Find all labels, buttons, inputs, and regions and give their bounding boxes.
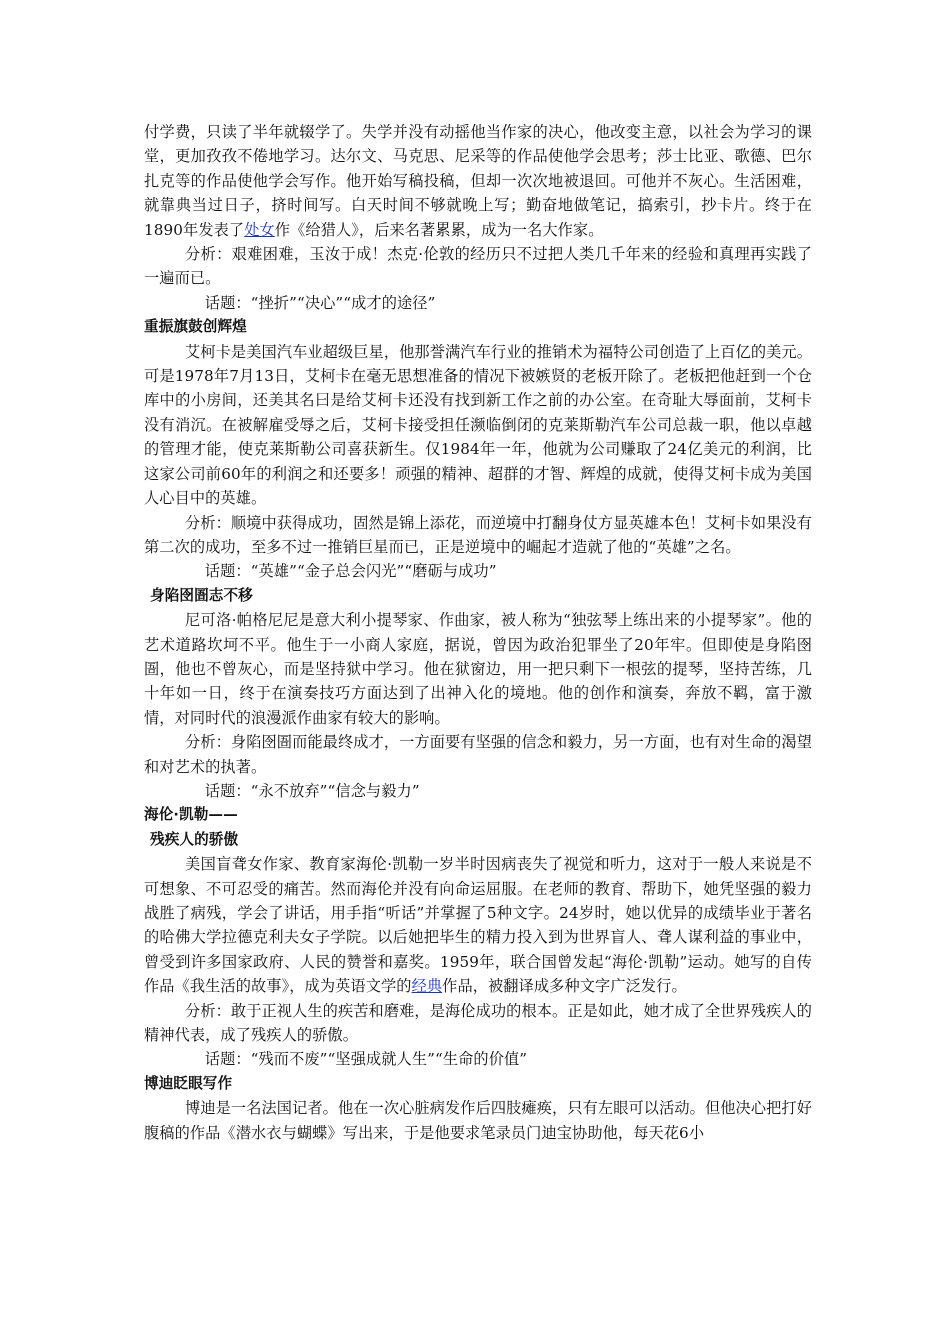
topic-2: 话题：“英雄”“金子总会闪光”“磨砺与成功” [204, 562, 497, 581]
topic-4: 话题：“残而不废”“坚强成就人生”“生命的价值” [204, 1050, 528, 1069]
heading-paganini: 身陷囹圄志不移 [150, 586, 253, 604]
document-body [144, 120, 812, 1145]
paragraph-text: 美国盲聋女作家、教育家海伦·凯勒一岁半时因病丧失了视觉和听力，这对于一般人来说是不可想象、不可忍受的痛苦。然而海伦并没有向命运屈服。在老师的教育、帮助下，她凭坚强的毅力战胜了病残，学会了讲话，用手指“听话”并掌握了5种文字。24岁时，她以优异的成绩毕业于著名的哈佛大学拉德克利夫女子学院。以后她把毕生的精力投入到为世界盲人、聋人谋利益的事业中，曾受到许多国家政府、人民的赞誉和嘉奖。1959年，联合国曾发起“海伦·凯勒”运动。她写的自传作品《我生活的故事》，成为英语文学的 [144, 855, 812, 996]
analysis-4: 分析：敢于正视人生的疾苦和磨难，是海伦成功的根本。正是如此，她才成了全世界残疾人的精神代表，成了残疾人的骄傲。 [144, 1001, 812, 1045]
paragraph-text: 作品，被翻译成多种文字广泛发行。 [442, 977, 687, 996]
paragraph-bauby: 博迪是一名法国记者。他在一次心脏病发作后四肢瘫痪，只有左眼可以活动。但他决心把打好腹稿的作品《潜水衣与蝴蝶》写出来，于是他要求笔录员门迪宝协助他，每天花6小 [144, 1099, 812, 1142]
topic-3: 话题：“永不放弃”“信念与毅力” [204, 781, 420, 800]
analysis-3: 分析：身陷囹圄而能最终成才，一方面要有坚强的信念和毅力，另一方面，也有对生命的渴望和对艺术的执著。 [144, 733, 812, 776]
paragraph-text: 作《给猎人》，后来名著累累，成为一名大作家。 [274, 220, 604, 239]
analysis-1: 分析：艰难困难，玉汝于成！杰克·伦敦的经历只不过把人类几千年来的经验和真理再实践了一遍而已。 [144, 245, 812, 288]
link-jingdian[interactable]: 经典 [411, 977, 443, 996]
paragraph-text: 付学费，只读了半年就辍学了。失学并没有动摇他当作家的决心，他改变主意，以社会为学习的课堂，更加孜孜不倦地学习。达尔文、马克思、尼采等的作品使他学会思考；莎士比亚、歌德、巴尔扎克等的作品使他学会写作。他开始写稿投稿，但却一次次地被退回。可他并不灰心。生活困难，就靠典当过日子，挤时间写。白天时间不够就晚上写；勤奋地做笔记，搞索引，抄卡片。终于在1890年发表了 [144, 123, 812, 239]
paragraph-helen-keller [144, 852, 812, 998]
paragraph-jack-london-continued [144, 120, 812, 242]
paragraph-iacocca: 艾柯卡是美国汽车业超级巨星，他那誉满汽车行业的推销术为福特公司创造了上百亿的美元。可是1978年7月13日，艾柯卡在毫无思想准备的情况下被嫉贤的老板开除了。老板把他赶到一个仓库中的小房间，还美其名曰是给艾柯卡还没有找到新工作之前的办公室。在奇耻大辱面前，艾柯卡没有消沉。在被解雇受辱之后，艾柯卡接受担任濒临倒闭的克莱斯勒汽车公司总裁一职，他以卓越的管理才能，使克莱斯勒公司喜获新生。仅1984年一年，他就为公司赚取了24亿美元的利润，比这家公司前60年的利润之和还要多！顽强的精神、超群的才智、辉煌的成就，使得艾柯卡成为美国人心目中的英雄。 [144, 342, 812, 508]
analysis-2: 分析：顺境中获得成功，固然是锦上添花，而逆境中打翻身仗方显英雄本色！艾柯卡如果没有第二次的成功，至多不过一推销巨星而已，正是逆境中的崛起才造就了他的“英雄”之名。 [144, 513, 812, 556]
subheading-helen-keller: 残疾人的骄傲 [150, 830, 239, 848]
heading-bauby: 博迪眨眼写作 [144, 1074, 233, 1092]
link-chunu[interactable]: 处女 [244, 220, 275, 239]
heading-iacocca: 重振旗鼓创辉煌 [144, 318, 247, 336]
topic-1: 话题：“挫折”“决心”“成才的途径” [204, 293, 436, 312]
paragraph-paganini: 尼可洛·帕格尼尼是意大利小提琴家、作曲家，被人称为“独弦琴上练出来的小提琴家”。他的艺术道路坎坷不平。他生于一小商人家庭，据说，曾因为政治犯罪坐了20年牢。但即使是身陷囹圄，他也不曾灰心，而是坚持狱中学习。他在狱窗边，用一把只剩下一根弦的提琴，坚持苦练，几十年如一日，终于在演奏技巧方面达到了出神入化的境地。他的创作和演奏，奔放不羁，富于激情，对同时代的浪漫派作曲家有较大的影响。 [144, 611, 812, 727]
heading-helen-keller: 海伦·凯勒—— [144, 806, 238, 824]
